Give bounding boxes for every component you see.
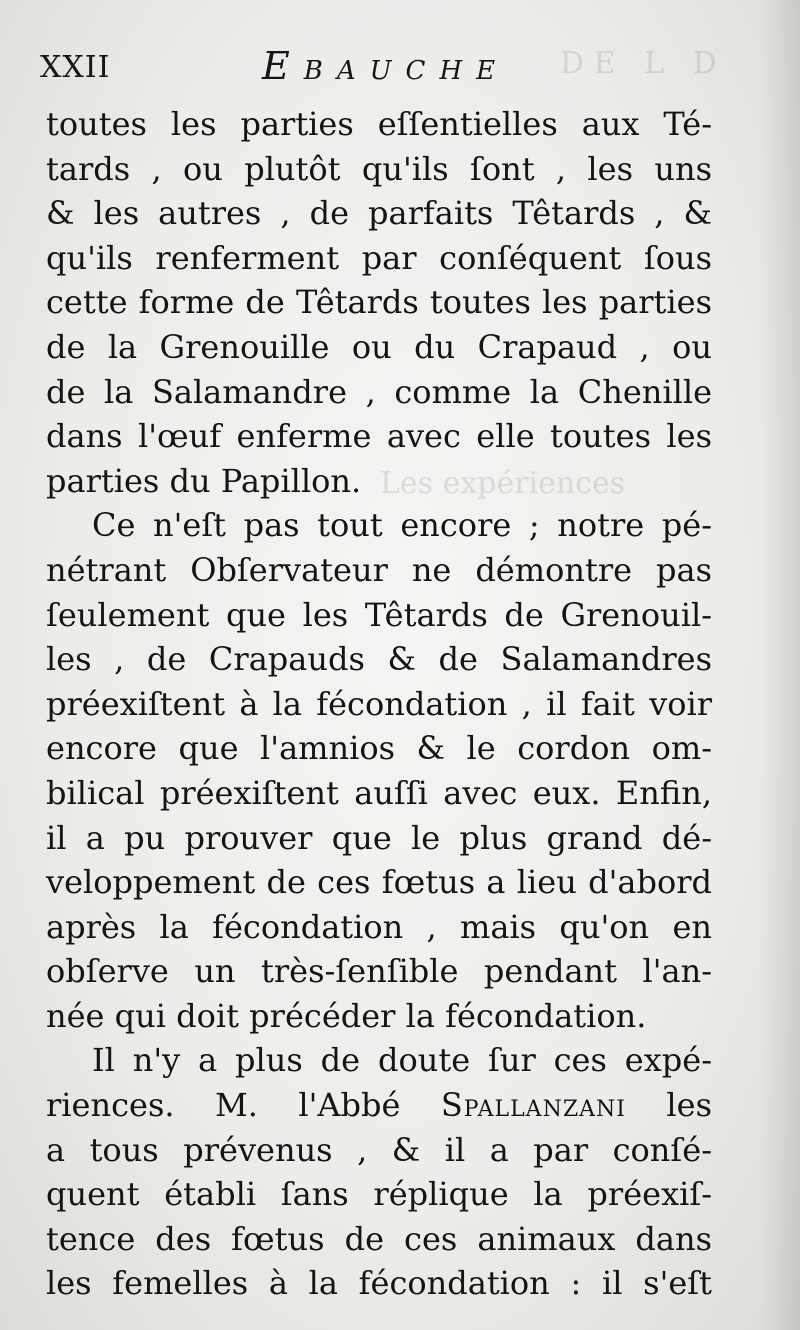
running-title-initial: E xyxy=(262,44,304,88)
text-line: les , de Crapauds & de Salamandres xyxy=(46,640,712,679)
text-line: préexiſtent à la fécondation , il fait voir xyxy=(46,684,712,723)
text-line: les femelles à la fécondation : il s'eſt xyxy=(46,1264,712,1303)
author-name: Spallanzani xyxy=(440,1086,626,1125)
text-line: de la Salamandre , comme la Chenille xyxy=(46,372,712,411)
paragraph-start-line: Il n'y a plus de doute ſur ces expé- xyxy=(92,1041,712,1080)
text-line: ſeulement que les Têtards de Grenouil- xyxy=(46,595,712,634)
text-line: tards , ou plutôt qu'ils ſont , les uns xyxy=(46,149,712,188)
paragraph-end-line: née qui doit précéder la fécondation. xyxy=(46,996,647,1035)
show-through: D E L D xyxy=(560,46,717,81)
page-number: XXII xyxy=(40,50,111,85)
text-line xyxy=(46,1083,712,1128)
text-line: obſerve un très-ſenſible pendant l'an- xyxy=(46,952,712,991)
show-through: Les expériences xyxy=(380,466,626,501)
text-fragment: riences. M. l'Abbé xyxy=(46,1086,441,1125)
text-line: tence des fœtus de ces animaux dans xyxy=(46,1219,712,1258)
paragraph-start-line: Ce n'eſt pas tout encore ; notre pé- xyxy=(92,506,712,545)
text-line: nétrant Obſervateur ne démontre pas xyxy=(46,550,712,589)
text-line: veloppement de ces fœtus a lieu d'abord xyxy=(46,863,712,902)
text-line: encore que l'amnios & le cordon om- xyxy=(46,729,712,768)
text-line: après la fécondation , mais qu'on en xyxy=(46,907,712,946)
text-line: dans l'œuf enferme avec elle toutes les xyxy=(46,417,712,456)
text-line: il a pu prouver que le plus grand dé- xyxy=(46,818,712,857)
paragraph-end-line: parties du Papillon. xyxy=(46,461,362,500)
text-line: cette forme de Têtards toutes les parties xyxy=(46,283,712,322)
text-line: quent établi ſans réplique la préexiſ- xyxy=(46,1175,712,1214)
text-line: toutes les parties eſſentielles aux Té- xyxy=(46,105,712,143)
text-line: qu'ils renferment par conſéquent ſous xyxy=(46,238,712,277)
text-line: de la Grenouille ou du Crapaud , ou xyxy=(46,327,712,366)
page-gutter-shadow xyxy=(760,0,800,1330)
running-title xyxy=(262,44,509,88)
running-header xyxy=(40,44,760,104)
running-title-rest: BAUCHE xyxy=(303,56,510,86)
text-line: bilical préexiſtent auſſi avec eux. Enfin, xyxy=(46,773,712,812)
body-text xyxy=(46,102,712,1306)
text-line: & les autres , de parfaits Têtards , & xyxy=(46,194,712,233)
text-fragment: les xyxy=(625,1086,712,1125)
text-line: a tous prévenus , & il a par conſé- xyxy=(46,1130,712,1169)
